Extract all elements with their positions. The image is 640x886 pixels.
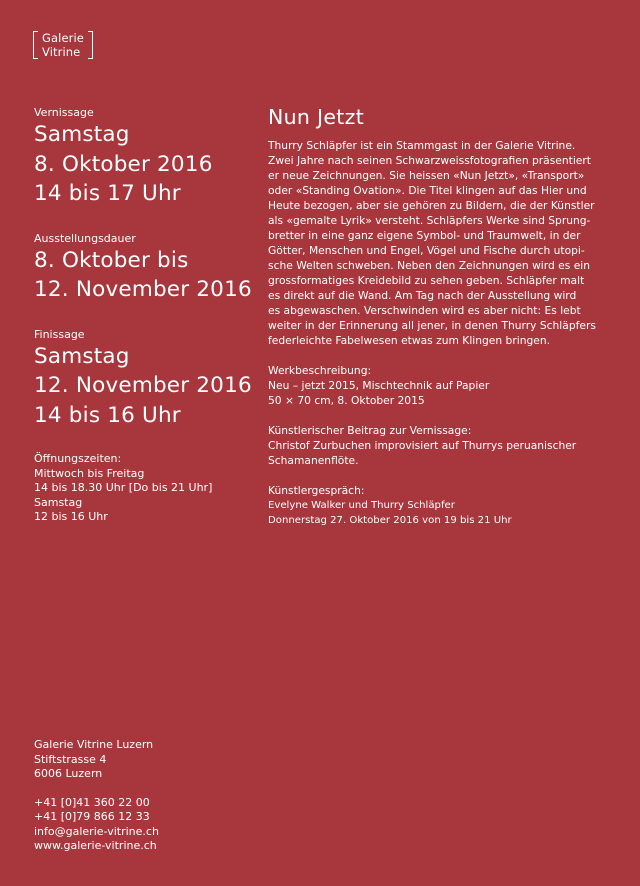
duration-end: 12. November 2016 — [34, 277, 252, 302]
finissage-day: Samstag — [34, 343, 130, 369]
dates-column — [34, 106, 259, 525]
contribution-line: Christof Zurbuchen improvisiert auf Thurrys peruanischer — [268, 439, 577, 452]
contribution-line: Schamanenflöte. — [268, 454, 359, 467]
article-column — [268, 104, 608, 528]
opening-hours-line: 12 bis 16 Uhr — [34, 510, 108, 523]
body-line: es abgewaschen. Verschwinden wird es aber nicht: Es lebt — [268, 304, 581, 317]
work-description-line: Neu – jetzt 2015, Mischtechnik auf Papier — [268, 379, 490, 392]
artist-talk-line: Evelyne Walker und Thurry Schläpfer — [268, 500, 455, 511]
opening-hours-line: 14 bis 18.30 Uhr [Do bis 21 Uhr] — [34, 481, 213, 494]
finissage-section — [34, 328, 259, 431]
body-line: als «gemalte Lyrik» versteht. Schläpfers Werke sind Sprung- — [268, 214, 591, 227]
finissage-label: Finissage — [34, 327, 85, 341]
logo-bracket-left — [33, 31, 38, 59]
body-line: weiter in der Erinnerung all jener, in denen Thurry Schläpfers — [268, 319, 596, 332]
body-line: Thurry Schläpfer ist ein Stammgast in der Galerie Vitrine. — [268, 139, 576, 152]
address-city: 6006 Luzern — [34, 767, 103, 780]
artist-talk-line: Donnerstag 27. Oktober 2016 von 19 bis 21 Uhr — [268, 515, 512, 526]
body-line: oder «Standing Ovation». Die Titel klingen auf das Hier und — [268, 184, 587, 197]
body-line: grossformatiges Kreidebild zu sehen geben. Schläpfer malt — [268, 274, 585, 287]
address-name: Galerie Vitrine Luzern — [34, 738, 154, 751]
email-link[interactable]: info@galerie-vitrine.ch — [34, 824, 159, 838]
logo-text — [42, 31, 84, 59]
opening-hours-line: Mittwoch bis Freitag — [34, 466, 145, 480]
body-line: Götter, Menschen und Engel, Vögel und Fische durch utopi- — [268, 244, 585, 257]
body-line: er neue Zeichnungen. Sie heissen «Nun Jetzt», «Transport» — [268, 169, 585, 182]
vernissage-label: Vernissage — [34, 106, 94, 119]
work-description — [268, 363, 608, 408]
body-line: Heute bezogen, aber sie gehören zu Bildern, die der Künstler — [268, 199, 595, 212]
logo-line-2: Vitrine — [42, 45, 81, 59]
vernissage-time: 14 bis 17 Uhr — [34, 181, 181, 206]
logo-line-1: Galerie — [42, 31, 84, 45]
logo-bracket-right — [88, 31, 93, 59]
artist-talk-heading: Künstlergespräch: — [268, 484, 365, 497]
contact-block — [34, 738, 159, 854]
finissage-time: 14 bis 16 Uhr — [34, 402, 181, 428]
work-description-heading: Werkbeschreibung: — [268, 364, 372, 377]
artist-talk — [268, 483, 608, 528]
duration-label: Ausstellungsdauer — [34, 231, 136, 245]
duration-section — [34, 232, 259, 305]
contribution-heading: Künstlerischer Beitrag zur Vernissage: — [268, 424, 472, 437]
duration-start: 8. Oktober bis — [34, 247, 189, 273]
vernissage-day: Samstag — [34, 122, 130, 147]
body-line: bretter in eine ganz eigene Symbol- und Traumwelt, in der — [268, 229, 581, 242]
body-line: Zwei Jahre nach seinen Schwarzweissfotografien präsentiert — [268, 154, 591, 167]
phone-1[interactable]: +41 [0]41 360 22 00 — [34, 795, 150, 809]
work-description-line: 50 × 70 cm, 8. Oktober 2015 — [268, 394, 425, 407]
website-link[interactable]: www.galerie-vitrine.ch — [34, 839, 157, 852]
body-line: federleichte Fabelwesen etwas zum Klingen bringen. — [268, 334, 551, 347]
article-body — [268, 138, 608, 348]
vernissage-contribution — [268, 423, 608, 468]
phone-2[interactable]: +41 [0]79 866 12 33 — [34, 810, 150, 823]
opening-hours — [34, 452, 259, 525]
vernissage-section — [34, 106, 259, 209]
opening-hours-line: Samstag — [34, 495, 83, 509]
vernissage-date: 8. Oktober 2016 — [34, 151, 213, 177]
body-line: es direkt auf die Wand. Am Tag nach der Ausstellung wird — [268, 289, 577, 302]
body-line: sche Welten schweben. Neben den Zeichnungen wird es ein — [268, 259, 591, 272]
gallery-logo — [33, 31, 93, 59]
finissage-date: 12. November 2016 — [34, 373, 252, 398]
article-title: Nun Jetzt — [268, 105, 365, 129]
address-street: Stiftstrasse 4 — [34, 752, 107, 766]
opening-hours-heading: Öffnungszeiten: — [34, 452, 122, 465]
